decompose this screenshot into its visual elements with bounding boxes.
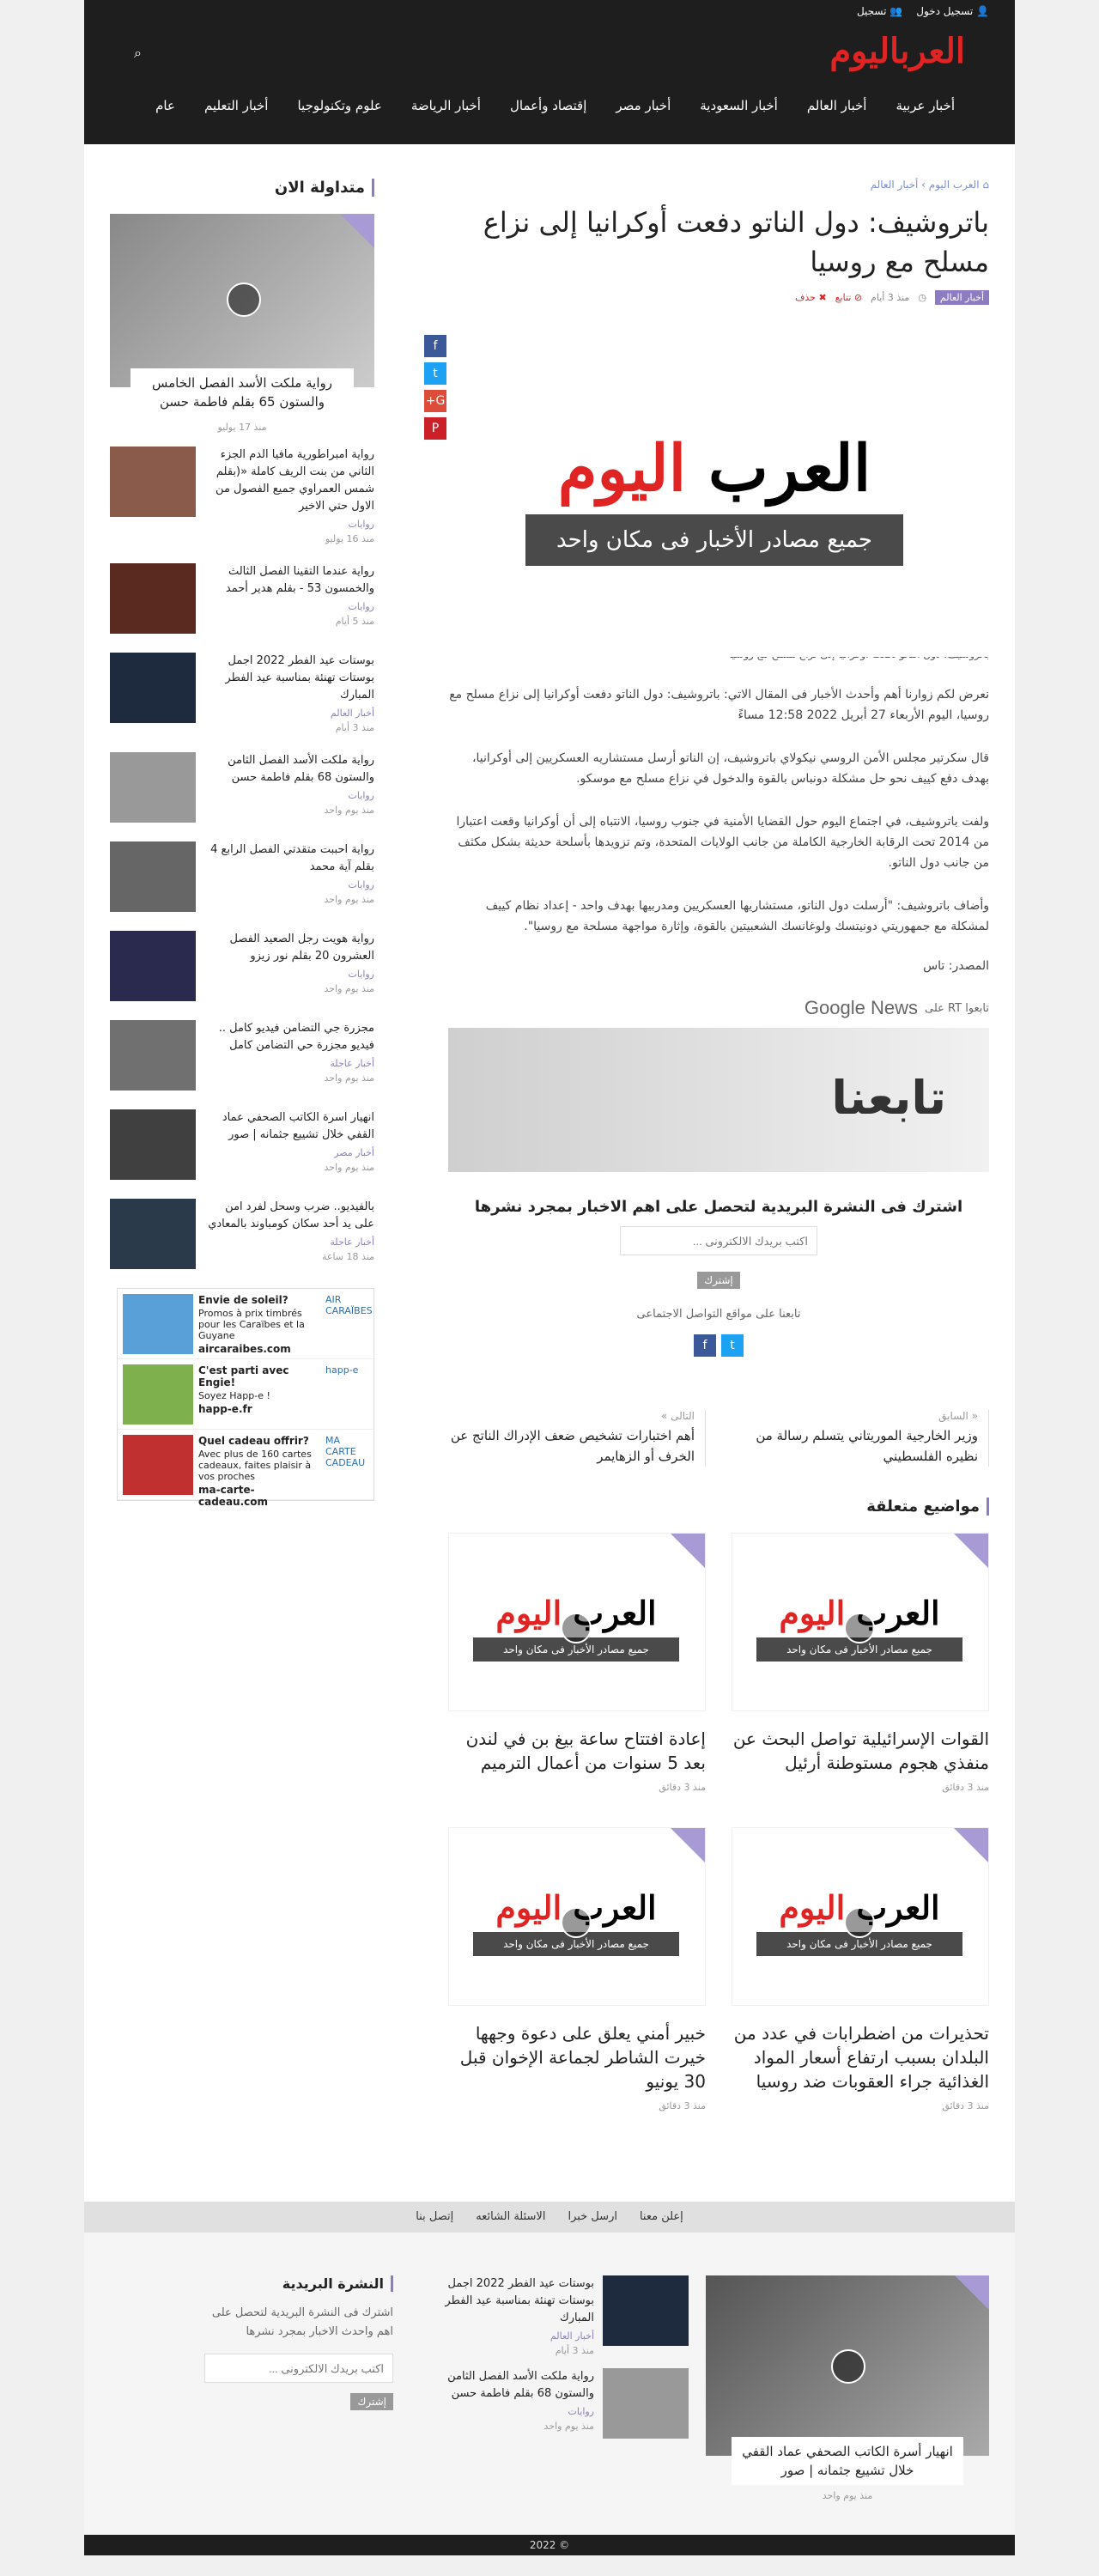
breadcrumb-home[interactable]: العرب اليوم — [928, 179, 980, 191]
share-bar — [424, 335, 446, 440]
trending-thumb — [110, 1109, 196, 1180]
article-title: باتروشيف: دول الناتو دفعت أوكرانيا إلى نزاع مسلح مع روسيا — [483, 206, 989, 278]
ad-description: Soyez Happ-e ! — [198, 1390, 270, 1401]
ad-text — [198, 1435, 320, 1508]
related-title: القوات الإسرائيلية تواصل البحث عن منفذي هجوم مستوطنة أرئيل — [732, 1728, 989, 1773]
newsletter-box — [448, 1198, 989, 1289]
related-heading: مواضيع متعلقة — [448, 1498, 989, 1516]
social-icons — [448, 1334, 989, 1357]
ad-title: Envie de soleil? — [198, 1294, 288, 1306]
trending-item[interactable] — [110, 447, 374, 544]
trending-category[interactable]: روايات — [348, 879, 374, 890]
corner-tag-icon — [955, 2275, 989, 2310]
ad-title: C'est parti avec Engie! — [198, 1364, 289, 1388]
footer-link[interactable]: الاسئلة الشائعه — [476, 2210, 546, 2223]
related-tagline: جميع مصادر الأخبار فى مكان واحد — [473, 1637, 679, 1662]
trending-info — [208, 752, 374, 823]
trending-category[interactable]: روايات — [348, 519, 374, 530]
site-logo[interactable] — [829, 31, 965, 71]
footer-item-date: منذ يوم واحد — [543, 2421, 594, 2432]
trending-date: منذ 3 أيام — [335, 722, 374, 733]
follow-banner[interactable] — [448, 1028, 989, 1172]
ad-domain: happ-e.fr — [198, 1403, 252, 1415]
ad-domain: aircaraibes.com — [198, 1343, 291, 1355]
trending-date: منذ يوم واحد — [324, 1072, 374, 1084]
nav-item[interactable]: علوم وتكنولوجيا — [297, 98, 382, 113]
trending-thumb — [110, 931, 196, 1001]
main-nav — [155, 98, 955, 113]
related-card[interactable] — [732, 1827, 989, 2111]
logo-word-1: العرب — [573, 1888, 657, 1927]
facebook-share-icon[interactable]: f — [424, 335, 446, 357]
trending-title: رواية هويت رجل الصعيد الفصل العشرون 20 بقلم نور زيزو — [229, 933, 374, 963]
category-badge[interactable]: أخبار العالم — [935, 290, 989, 305]
footer-link[interactable]: إتصل بنا — [416, 2210, 454, 2223]
prev-post[interactable] — [732, 1410, 989, 1467]
footer-link[interactable]: ارسل خبرا — [568, 2210, 617, 2223]
footer-subscribe-button[interactable]: إشترك — [350, 2393, 393, 2410]
ad-item[interactable] — [118, 1430, 373, 1508]
prev-label: « السابق — [938, 1410, 978, 1422]
feature-tagline: جميع مصادر الأخبار فى مكان واحد — [525, 514, 903, 566]
sidebar-heading: متداولة الان — [110, 179, 374, 197]
logo-word-1: العرب — [900, 31, 965, 71]
prev-next-nav — [448, 1401, 989, 1467]
logo-word-2: اليوم — [495, 1594, 562, 1632]
feature-word-1: العرب — [707, 432, 871, 506]
delete-label: حذف — [794, 292, 816, 303]
facebook-icon[interactable]: f — [694, 1334, 716, 1357]
follow-button[interactable]: ⊘ تتابع — [835, 292, 863, 303]
trending-thumb — [110, 653, 196, 723]
site-header — [84, 0, 1015, 144]
trending-category[interactable]: أخبار العالم — [330, 708, 374, 719]
main-container — [84, 144, 1015, 2202]
clock-icon: ◷ — [918, 292, 926, 303]
related-date: منذ 3 دقائق — [942, 2100, 989, 2111]
trending-title: بالفيديو.. ضرب وسحل لفرد امن على يد أحد سكان كومباوند بالمعادي — [208, 1200, 374, 1230]
trending-title: رواية عندما التقينا الفصل الثالث والخمسون 53 - بقلم هدير أحمد — [225, 565, 374, 595]
nav-item[interactable]: إقتصاد وأعمال — [509, 98, 587, 113]
related-card[interactable] — [448, 1533, 706, 1793]
google-plus-share-icon[interactable]: G+ — [424, 390, 446, 412]
ad-item[interactable] — [118, 1359, 373, 1430]
ad-image — [123, 1364, 193, 1425]
footer-link[interactable]: إعلن معنا — [639, 2210, 683, 2223]
trending-date: منذ يوم واحد — [324, 983, 374, 994]
trending-date: منذ يوم واحد — [324, 894, 374, 905]
ad-description: Avec plus de 160 cartes cadeaux, faites plaisir à vos proches — [198, 1449, 312, 1482]
footer-links-bar — [84, 2202, 1015, 2233]
login-label: تسجيل دخول — [916, 5, 974, 17]
related-date: منذ 3 دقائق — [659, 1782, 706, 1793]
footer-item-date: منذ 3 أيام — [555, 2345, 594, 2356]
trending-category[interactable]: أخبار عاجلة — [330, 1236, 374, 1248]
ad-title: Quel cadeau offrir? — [198, 1435, 309, 1447]
article-source: المصدر: تاس — [923, 959, 989, 973]
prev-title: وزير الخارجية الموريتاني يتسلم رسالة من نظيره الفلسطيني — [756, 1428, 978, 1464]
trending-featured-image — [110, 214, 374, 387]
trending-item[interactable] — [110, 1109, 374, 1180]
trending-thumb — [110, 447, 196, 517]
feature-word-2: اليوم — [557, 432, 687, 506]
ad-image — [123, 1294, 193, 1354]
trending-thumb — [110, 1020, 196, 1091]
article-paragraph: ولفت باتروشيف، في اجتماع اليوم حول القضايا الأمنية في جنوب روسيا، الانتباه إلى أن أوكرانيا وقعت اعتبارا من 2014 تحت الرقابة الخارجية الكاملة من جانب الولايات المتحدة، وتم تزويدها بأسلحة حديثة بشكل مكثف من جانب دول الناتو. — [456, 815, 989, 870]
newsletter-subscribe-button[interactable]: إشترك — [697, 1272, 740, 1289]
article-paragraph: قال سكرتير مجلس الأمن الروسي نيكولاي باتروشيف، إن الناتو أرسل مستشاريه العسكريين إلى أوكرانيا، بهدف دفع كييف نحو حل مشكلة دونباس بالقوة والدخول في نزاع مسلح مع موسكو. — [472, 751, 989, 786]
related-date: منذ 3 دقائق — [659, 2100, 706, 2111]
nav-item[interactable]: أخبار الرياضة — [410, 98, 481, 113]
trending-title: رواية ملكت الأسد الفصل الثامن والستون 68 بقلم فاطمة حسن — [228, 754, 374, 784]
footer-item-info — [431, 2368, 594, 2439]
pinterest-share-icon[interactable]: P — [424, 417, 446, 440]
footer-list — [431, 2275, 689, 2451]
trending-thumb — [110, 563, 196, 634]
trending-category[interactable]: أخبار عاجلة — [330, 1058, 374, 1069]
ad-logo: happ-e — [325, 1364, 359, 1376]
trending-item[interactable] — [110, 931, 374, 1001]
footer-featured-title: انهيار أسرة الكاتب الصحفي عماد القفي خلال تشييع جثمانه | صور — [732, 2437, 963, 2485]
newsletter-title: اشترك فى النشرة البريدية لتحصل على اهم الاخبار بمجرد نشرها — [474, 1198, 963, 1216]
footer-item-category[interactable]: أخبار العالم — [550, 2330, 594, 2342]
trending-info — [208, 1109, 374, 1180]
ad-logo: AIR CARAÏBES — [325, 1294, 373, 1316]
home-icon: ⌂ — [982, 179, 989, 191]
footer-featured-date: منذ يوم واحد — [822, 2490, 873, 2501]
camera-icon — [561, 1907, 592, 1938]
corner-tag-icon — [671, 1534, 705, 1568]
twitter-icon[interactable]: t — [721, 1334, 744, 1357]
related-tagline: جميع مصادر الأخبار فى مكان واحد — [756, 1637, 962, 1662]
copyright: © 2022 — [84, 2535, 1015, 2555]
article-time: منذ 3 أيام — [871, 292, 910, 303]
next-post[interactable] — [448, 1410, 706, 1467]
trending-info — [208, 563, 374, 634]
topbar — [857, 5, 989, 17]
follow-banner-text: تابعنا — [831, 1071, 946, 1125]
camera-icon — [831, 2349, 865, 2384]
logo-word-2: اليوم — [779, 1594, 846, 1632]
trending-info — [208, 1020, 374, 1091]
related-image — [448, 1533, 706, 1711]
related-title: تحذيرات من اضطرابات في عدد من البلدان بسبب ارتفاع أسعار المواد الغذائية جراء العقوبات ضد روسيا — [733, 2023, 989, 2092]
related-tagline: جميع مصادر الأخبار فى مكان واحد — [756, 1932, 962, 1956]
login-link[interactable]: 👤 تسجيل دخول — [916, 5, 989, 17]
trending-title: بوستات عيد الفطر 2022 اجمل بوستات تهنئة بمناسبة عيد الفطر المبارك — [225, 654, 374, 702]
nav-item[interactable]: عام — [155, 98, 175, 113]
corner-tag-icon — [954, 1534, 988, 1568]
trending-title: رواية امبراطورية مافيا الدم الجزء الثاني من بنت الريف كاملة «(بقلم شمس العمراوي جميع الفصول من الاول حتي الاخير — [216, 448, 374, 513]
logo-word-2: اليوم — [779, 1888, 846, 1927]
nav-item[interactable]: أخبار العالم — [806, 98, 867, 113]
trending-item[interactable] — [110, 563, 374, 634]
ad-logo: MA CARTE CADEAU — [325, 1435, 366, 1468]
footer-item-title: بوستات عيد الفطر 2022 اجمل بوستات تهنئة بمناسبة عيد الفطر المبارك — [445, 2277, 594, 2324]
footer-list-item[interactable] — [431, 2368, 689, 2439]
article-meta — [448, 290, 989, 305]
next-title: أهم اختبارات تشخيص ضعف الإدراك الناتج عن الخرف أو الزهايمر — [450, 1428, 695, 1464]
footer-item-category[interactable]: روايات — [568, 2406, 594, 2417]
trending-info — [208, 1199, 374, 1269]
twitter-share-icon[interactable]: t — [424, 362, 446, 385]
nav-item[interactable]: أخبار التعليم — [203, 98, 269, 113]
article-paragraph: نعرض لكم زوارنا أهم وأحدث الأخبار فى المقال الاتي: باتروشيف: دول الناتو دفعت أوكرانيا إلى نزاع مسلح مع روسيا، اليوم الأربعاء 27 أبريل 2022 12:58 مساءً — [449, 688, 989, 722]
trending-category[interactable]: أخبار مصر — [334, 1147, 374, 1158]
ad-item[interactable] — [118, 1289, 373, 1359]
footer-email-input[interactable] — [204, 2354, 393, 2383]
trending-date: منذ 16 يوليو — [325, 533, 374, 544]
trending-title: رواية احببت متقدتي الفصل الرابع 4 بقلم آية محمد — [210, 843, 374, 873]
trending-thumb — [110, 752, 196, 823]
trending-featured-title: رواية ملكت الأسد الفصل الخامس والستون 65 بقلم فاطمة حسن — [131, 368, 354, 416]
related-image — [448, 1827, 706, 2006]
ad-block — [117, 1288, 374, 1508]
trending-date: منذ 5 أيام — [335, 616, 374, 627]
footer-featured[interactable] — [706, 2275, 989, 2501]
feature-logo-text — [525, 432, 903, 506]
article-content — [448, 179, 989, 2111]
ad-domain: ma-carte-cadeau.com — [198, 1484, 268, 1508]
trending-category[interactable]: روايات — [348, 790, 374, 801]
article-paragraph: وأضاف باتروشيف: "أرسلت دول الناتو، مستشاريها العسكريين ومدربيها بهدف واحد - إعداد نظام كييف لمشكلة مع جمهوريتي دونيتسك ولوغانسك الشعبيتين بالقوة، وإثارة مواجهة مسلحة مع روسيا". — [485, 899, 989, 933]
ad-image — [123, 1435, 193, 1495]
trending-list — [110, 447, 374, 1269]
footer-list-item[interactable] — [431, 2275, 689, 2356]
trending-title: انهيار اسرة الكاتب الصحفي عماد القفي خلال تشييع جثمانه | صور — [222, 1111, 374, 1141]
related-card[interactable] — [448, 1827, 706, 2111]
trending-category[interactable]: روايات — [348, 601, 374, 612]
related-title: إعادة افتتاح ساعة بيغ بن في لندن بعد 5 سنوات من أعمال الترميم — [465, 1728, 706, 1773]
newsletter-email-input[interactable] — [620, 1226, 817, 1255]
footer-item-info — [431, 2275, 594, 2356]
related-card[interactable] — [732, 1533, 989, 1793]
trending-item[interactable] — [110, 1020, 374, 1091]
corner-tag-icon — [954, 1828, 988, 1862]
related-grid — [448, 1533, 989, 2111]
register-link[interactable]: 👥 تسجيل — [856, 5, 903, 17]
breadcrumb: ⌂ العرب اليوم › أخبار العالم — [870, 179, 989, 191]
logo-word-1: العرب — [573, 1594, 657, 1632]
gnews-prefix: تابعوا RT على — [925, 1001, 989, 1015]
social-follow-text: تابعنا على مواقع التواصل الاجتماعى — [636, 1308, 801, 1321]
ad-description: Promos à prix timbrés pour les Caraïbes et la Guyane — [198, 1308, 305, 1341]
article-body — [448, 684, 989, 937]
ad-text — [198, 1364, 320, 1424]
footer-newsletter-text: اشترك فى النشرة البريدية لتحصل على اهم واحدث الاخبار بمجرد نشرها — [211, 2306, 393, 2338]
corner-tag-icon — [671, 1828, 705, 1862]
trending-info — [208, 653, 374, 733]
google-news-logo: Google News — [804, 997, 918, 1018]
next-label: التالى » — [660, 1410, 695, 1422]
trending-category[interactable]: روايات — [348, 969, 374, 980]
trending-featured[interactable] — [110, 214, 374, 433]
footer-links — [84, 2202, 1015, 2233]
footer — [84, 2233, 1015, 2535]
footer-featured-image — [706, 2275, 989, 2456]
trending-info — [208, 841, 374, 912]
footer-newsletter-heading: النشرة البريدية — [196, 2275, 393, 2292]
logo-word-2: اليوم — [495, 1888, 562, 1927]
related-image — [732, 1533, 989, 1711]
sidebar — [110, 179, 374, 1508]
trending-info — [208, 447, 374, 544]
search-icon[interactable]: ⌕ — [134, 45, 142, 61]
logo-word-1: العرب — [856, 1888, 940, 1927]
camera-icon — [844, 1613, 875, 1643]
trending-thumb — [110, 1199, 196, 1269]
footer-item-thumb — [603, 2275, 689, 2346]
camera-icon — [561, 1613, 592, 1643]
logo-word-2: اليوم — [829, 31, 901, 71]
footer-newsletter — [196, 2275, 393, 2410]
ad-text — [198, 1294, 320, 1353]
trending-info — [208, 931, 374, 1001]
trending-item[interactable] — [110, 841, 374, 912]
nav-item[interactable]: أخبار مصر — [616, 98, 671, 113]
trending-title: مجزرة جي التضامن فيديو كامل .. فيديو مجزرة حي التضامن كامل — [218, 1022, 374, 1052]
trending-date: منذ يوم واحد — [324, 1162, 374, 1173]
trending-item[interactable] — [110, 653, 374, 733]
related-date: منذ 3 دقائق — [942, 1782, 989, 1793]
related-image — [732, 1827, 989, 2006]
trending-date: منذ 18 ساعة — [321, 1251, 374, 1262]
nav-item[interactable]: أخبار عربية — [896, 98, 955, 113]
footer-item-thumb — [603, 2368, 689, 2439]
logo-word-1: العرب — [856, 1594, 940, 1632]
register-label: تسجيل — [856, 5, 887, 17]
trending-item[interactable] — [110, 752, 374, 823]
breadcrumb-section[interactable]: أخبار العالم — [870, 179, 919, 191]
google-news-follow[interactable] — [448, 997, 989, 1019]
trending-item[interactable] — [110, 1199, 374, 1269]
camera-icon — [844, 1907, 875, 1938]
nav-item[interactable]: أخبار السعودية — [700, 98, 778, 113]
related-title: خبير أمني يعلق على دعوة وجهها خيرت الشاطر لجماعة الإخوان قبل 30 يونيو — [459, 2023, 706, 2092]
trending-featured-date: منذ 17 يوليو — [217, 422, 267, 433]
corner-tag-icon — [340, 214, 374, 248]
follow-label: تتابع — [835, 292, 852, 303]
feature-logo — [525, 432, 903, 566]
footer-item-title: رواية ملكت الأسد الفصل الثامن والستون 68 بقلم فاطمة حسن — [447, 2370, 594, 2400]
trending-thumb — [110, 841, 196, 912]
feature-image — [448, 331, 989, 657]
related-tagline: جميع مصادر الأخبار فى مكان واحد — [473, 1932, 679, 1956]
camera-icon — [227, 283, 261, 317]
delete-button[interactable]: ✖ حذف — [794, 292, 827, 303]
trending-date: منذ يوم واحد — [324, 805, 374, 816]
